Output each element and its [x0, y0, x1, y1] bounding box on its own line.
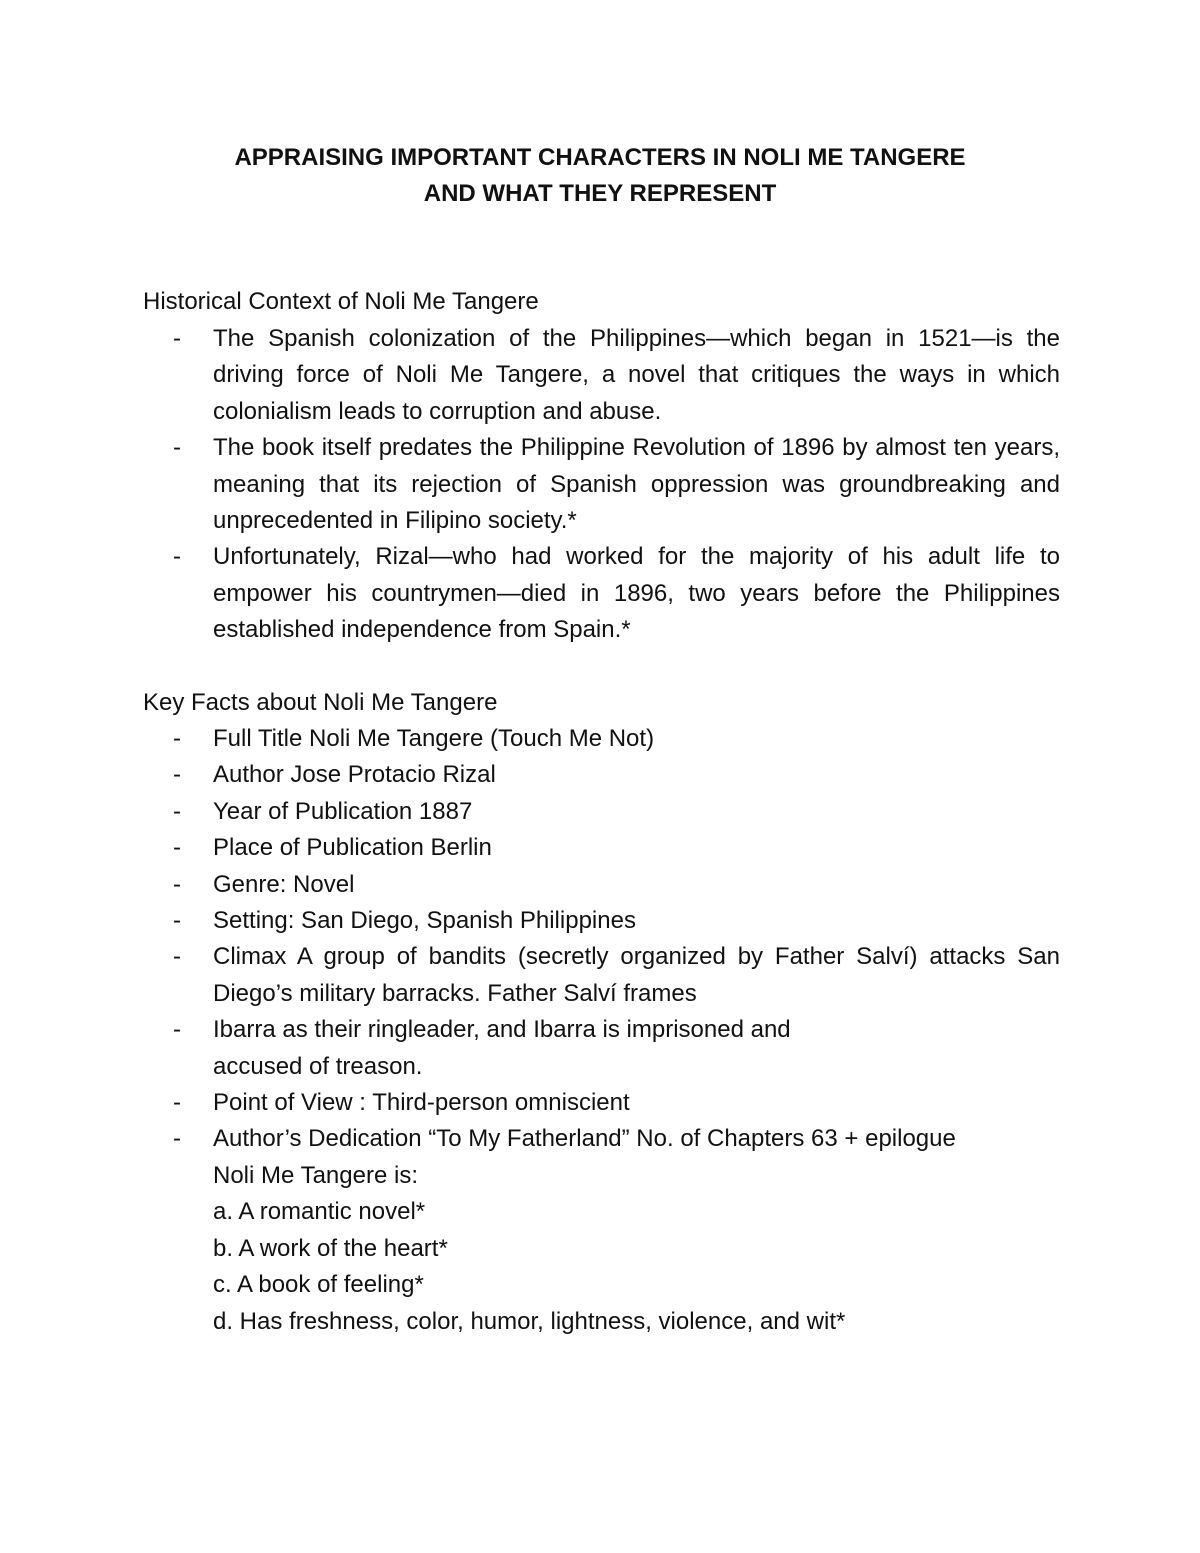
bullet-dash: -	[173, 761, 181, 789]
list-item-text: Setting: San Diego, Spanish Philippines	[213, 907, 636, 935]
bullet-dash: -	[173, 434, 181, 462]
historical-context-heading: Historical Context of Noli Me Tangere	[143, 288, 539, 315]
list-item	[143, 1012, 1060, 1085]
bullet-dash: -	[173, 834, 181, 862]
list-item-text: Genre: Novel	[213, 870, 355, 898]
list-item-text: Unfortunately, Rizal—who had worked for the majority of his adult life to empower his countrymen—died in 1896, two years before the Philippines established independence from Spain.*	[213, 543, 1060, 644]
bullet-dash: -	[173, 1016, 181, 1044]
list-item-text: Point of View : Third-person omniscient	[213, 1089, 630, 1117]
list-item-text: Author Jose Protacio Rizal	[213, 761, 496, 789]
document-title-line-2: AND WHAT THEY REPRESENT	[423, 180, 777, 207]
list-item	[143, 867, 1060, 903]
bullet-dash: -	[173, 725, 181, 752]
list-item	[143, 903, 1060, 939]
key-facts-heading: Key Facts about Noli Me Tangere	[143, 689, 498, 716]
noli-is-item: c. A book of feeling*	[213, 1271, 424, 1299]
bullet-dash: -	[173, 870, 181, 898]
list-item	[143, 321, 1060, 430]
list-item	[143, 430, 1060, 539]
noli-is-item: a. A romantic novel*	[213, 1198, 426, 1226]
document-title-line-1: APPRAISING IMPORTANT CHARACTERS IN NOLI ME TANGERE	[234, 144, 966, 171]
bullet-dash: -	[173, 325, 181, 352]
historical-context-list	[143, 321, 1060, 649]
list-item-text: Author’s Dedication “To My Fatherland” No. of Chapters 63 + epilogue	[213, 1125, 956, 1153]
list-item	[143, 1121, 1060, 1157]
bullet-dash: -	[173, 543, 181, 571]
list-item-text: Ibarra as their ringleader, and Ibarra is imprisoned and	[213, 1016, 791, 1044]
list-item-text: Place of Publication Berlin	[213, 834, 492, 862]
bullet-dash: -	[173, 943, 181, 971]
list-item	[143, 794, 1060, 830]
list-item	[143, 830, 1060, 866]
noli-is-item: b. A work of the heart*	[213, 1234, 448, 1262]
bullet-dash: -	[173, 797, 181, 825]
noli-is-label: Noli Me Tangere is:	[213, 1161, 418, 1189]
list-item-text: Full Title Noli Me Tangere (Touch Me Not)	[213, 725, 655, 752]
bullet-dash: -	[173, 1125, 181, 1153]
key-facts-list	[143, 721, 1060, 1340]
bullet-dash: -	[173, 907, 181, 935]
noli-is-item: d. Has freshness, color, humor, lightness, violence, and wit*	[213, 1307, 846, 1335]
list-item	[143, 721, 1060, 757]
bullet-dash: -	[173, 1089, 181, 1117]
list-item	[143, 1085, 1060, 1121]
list-item-text: Year of Publication 1887	[213, 797, 473, 825]
list-item-text: The book itself predates the Philippine Revolution of 1896 by almost ten years, meaning that its rejection of Spanish oppression was groundbreaking and unprecedented in Filipino society.*	[213, 434, 1060, 535]
list-item	[143, 757, 1060, 793]
list-item	[143, 939, 1060, 1012]
list-item-text-continued: accused of treason.	[213, 1052, 423, 1080]
list-item	[143, 539, 1060, 648]
list-item-text: The Spanish colonization of the Philippines—which began in 1521—is the driving force of Noli Me Tangere, a novel that critiques the ways in which colonialism leads to corruption and abuse.	[213, 325, 1060, 425]
list-item-text: Climax A group of bandits (secretly organized by Father Salví) attacks San Diego’s military barracks. Father Salví frames	[213, 943, 1060, 1007]
